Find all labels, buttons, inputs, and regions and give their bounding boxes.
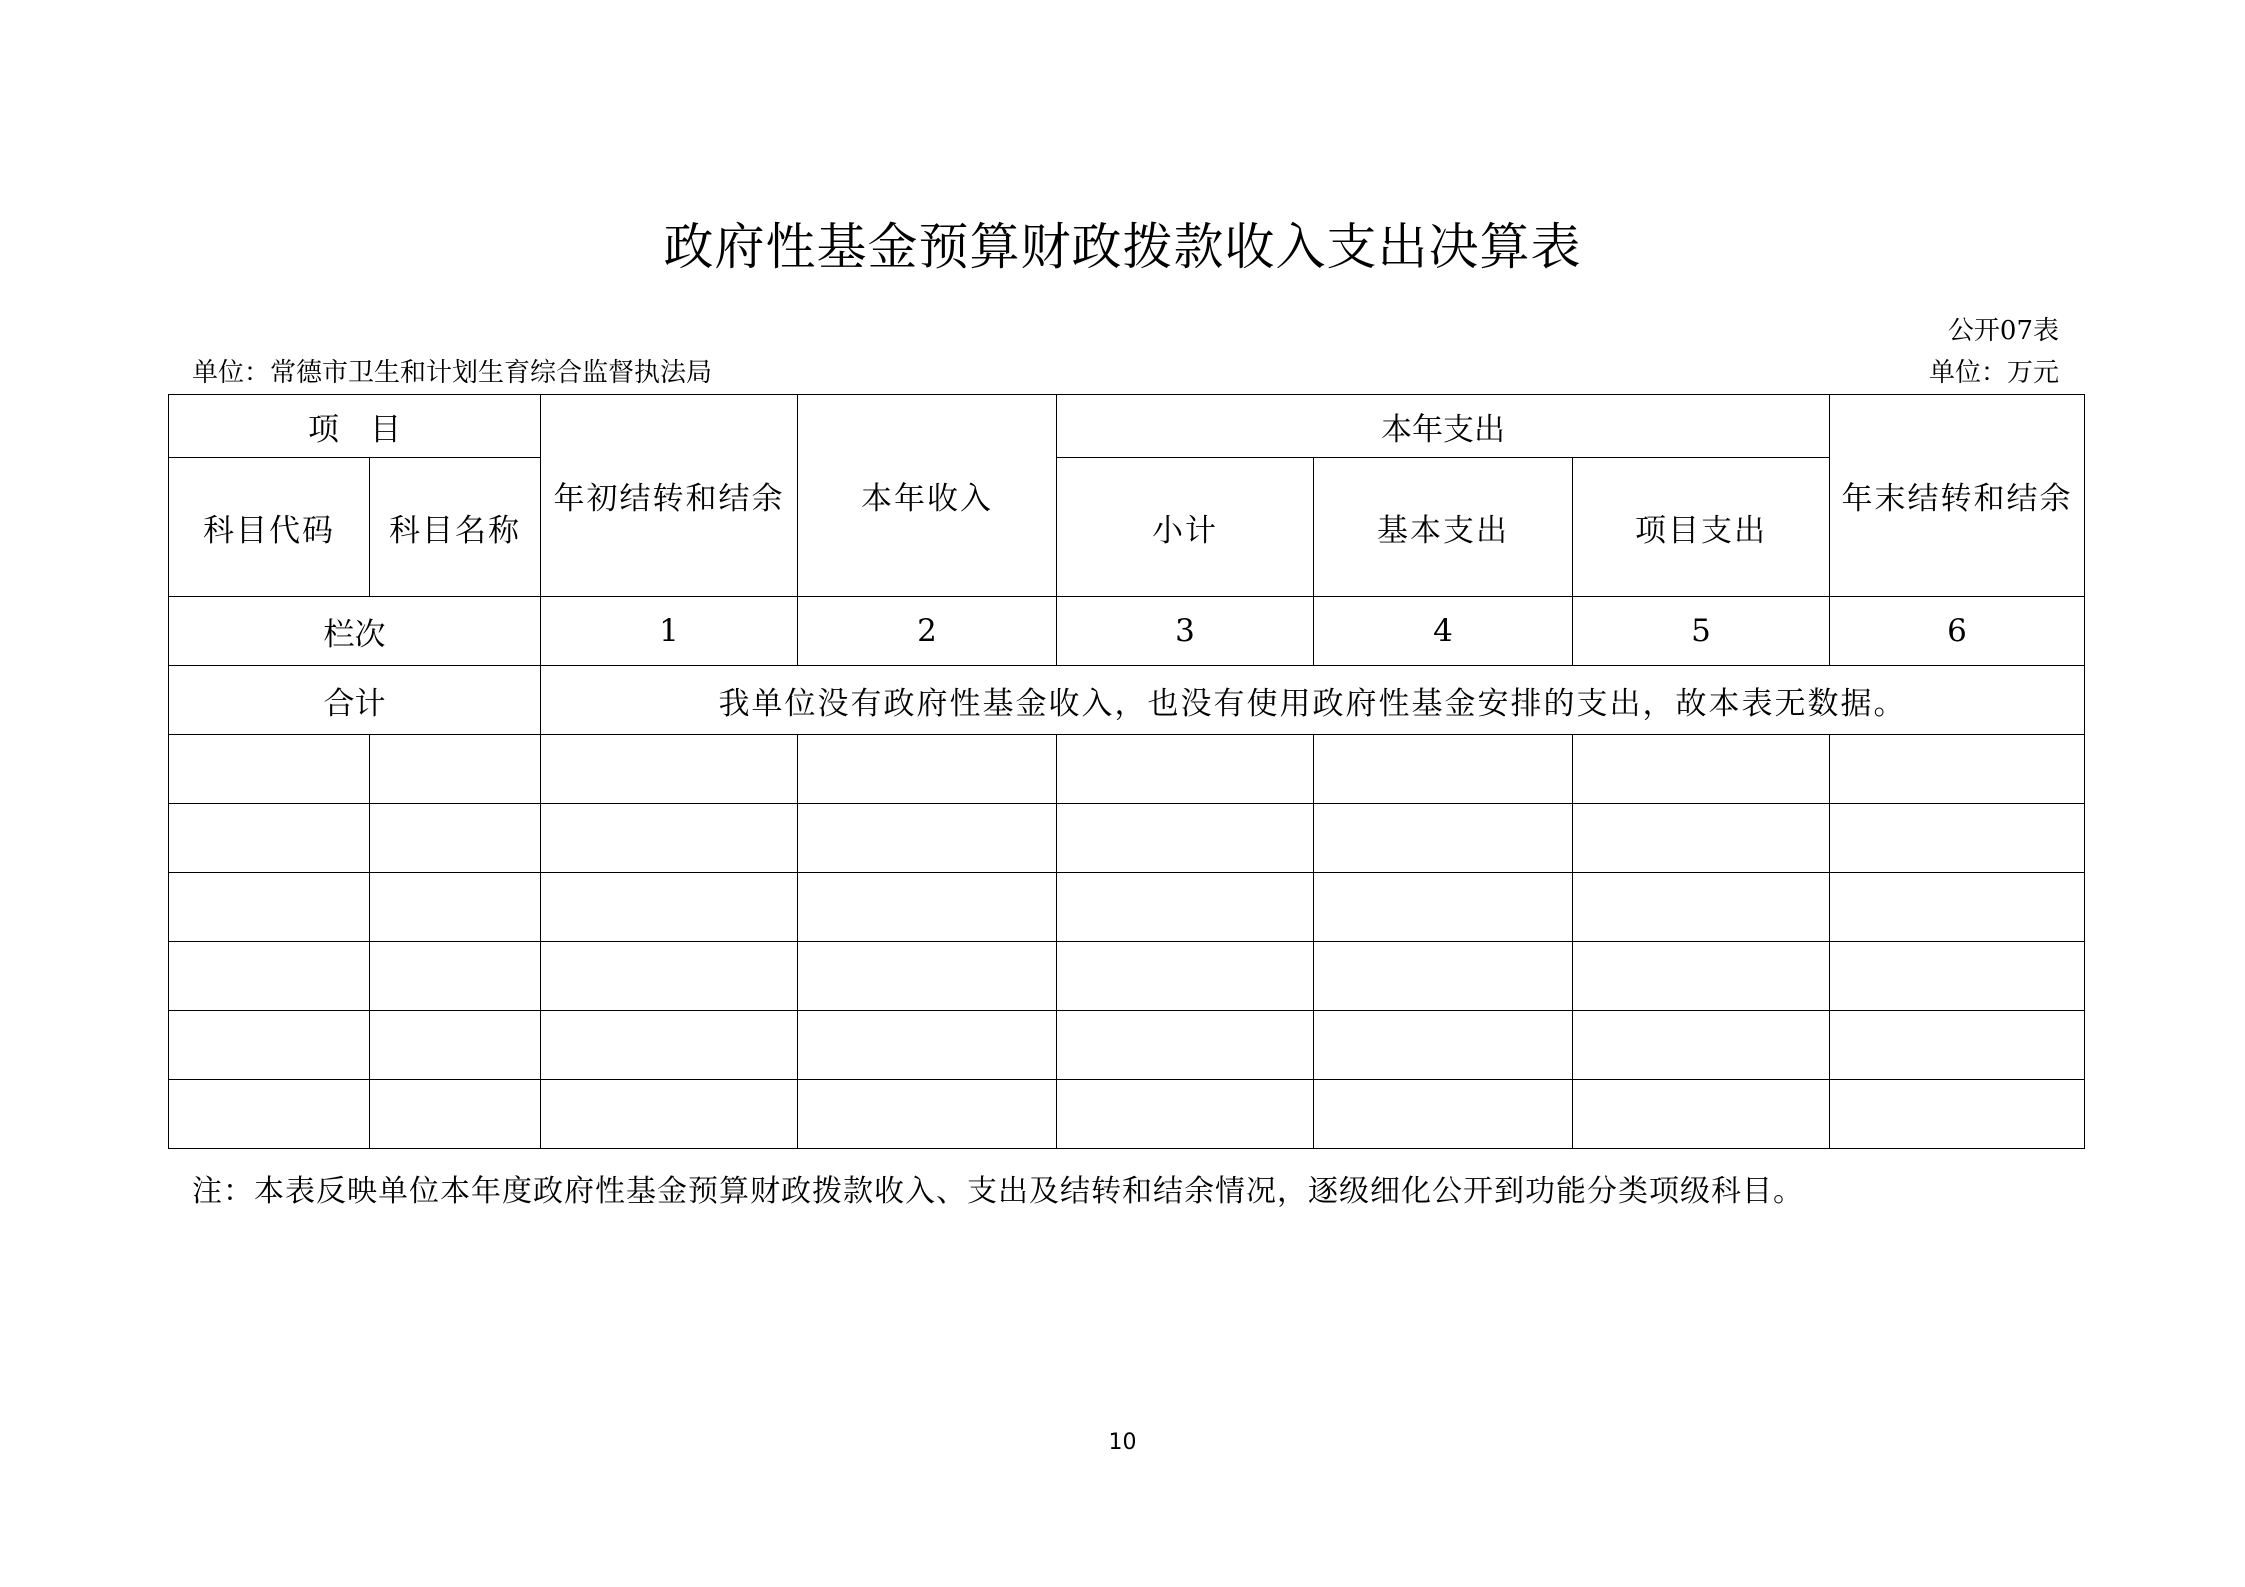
table-cell: [798, 1011, 1057, 1080]
table-cell: [1057, 804, 1314, 873]
table-cell: [1573, 735, 1830, 804]
table-cell: [1573, 873, 1830, 942]
table-cell: [541, 873, 798, 942]
table-cell: [1830, 873, 2085, 942]
table-cell: [370, 735, 541, 804]
column-number: 5: [1573, 597, 1830, 666]
table-cell: [370, 1080, 541, 1149]
table-row: [169, 942, 2085, 1011]
table-cell: [1314, 735, 1573, 804]
no-data-message: 我单位没有政府性基金收入，也没有使用政府性基金安排的支出，故本表无数据。: [541, 666, 2085, 735]
column-number: 4: [1314, 597, 1573, 666]
table-cell: [798, 873, 1057, 942]
table-cell: [1314, 1080, 1573, 1149]
table-cell: [541, 735, 798, 804]
header-code: 科目代码: [169, 458, 370, 597]
table-cell: [798, 735, 1057, 804]
table-cell: [169, 1080, 370, 1149]
header-row-2: [169, 458, 2085, 597]
table-cell: [1057, 1011, 1314, 1080]
table-cell: [1830, 1011, 2085, 1080]
budget-table: [168, 394, 2085, 1149]
table-cell: [1314, 804, 1573, 873]
header-closing-balance: 年末结转和结余: [1830, 395, 2085, 597]
header-row-1: [169, 395, 2085, 458]
column-number: 3: [1057, 597, 1314, 666]
header-opening-balance: 年初结转和结余: [541, 395, 798, 597]
header-subtotal: 小计: [1057, 458, 1314, 597]
table-cell: [798, 804, 1057, 873]
header-basic: 基本支出: [1314, 458, 1573, 597]
page-title: 政府性基金预算财政拨款收入支出决算表: [663, 218, 1582, 276]
unit-currency: 单位：万元: [1928, 358, 2059, 388]
header-item: 项 目: [169, 395, 541, 458]
table-cell: [370, 942, 541, 1011]
table-row: [169, 1080, 2085, 1149]
table-cell: [1830, 942, 2085, 1011]
table-cell: [169, 1011, 370, 1080]
table-row: [169, 873, 2085, 942]
form-code: 公开07表: [1947, 316, 2059, 346]
table-cell: [798, 942, 1057, 1011]
table-cell: [169, 873, 370, 942]
table-cell: [1830, 735, 2085, 804]
table-cell: [1573, 1011, 1830, 1080]
header-income: 本年收入: [798, 395, 1057, 597]
unit-organization: 单位：常德市卫生和计划生育综合监督执法局: [192, 358, 713, 388]
column-number: 2: [798, 597, 1057, 666]
table-cell: [1314, 942, 1573, 1011]
table-cell: [1830, 804, 2085, 873]
footnote: 注：本表反映单位本年度政府性基金预算财政拨款收入、支出及结转和结余情况，逐级细化公开到功能分类项级科目。: [192, 1174, 1804, 1209]
table-cell: [169, 942, 370, 1011]
column-number-label: 栏次: [169, 597, 541, 666]
table-cell: [1573, 804, 1830, 873]
table-cell: [1573, 942, 1830, 1011]
page-number: 10: [1108, 1430, 1137, 1455]
table-cell: [1573, 1080, 1830, 1149]
header-name: 科目名称: [370, 458, 541, 597]
header-expenditure: 本年支出: [1057, 395, 1830, 458]
table-cell: [1057, 1080, 1314, 1149]
column-number: 6: [1830, 597, 2085, 666]
table-cell: [541, 942, 798, 1011]
header-project: 项目支出: [1573, 458, 1830, 597]
column-number: 1: [541, 597, 798, 666]
table-cell: [1314, 873, 1573, 942]
table-cell: [541, 804, 798, 873]
table-cell: [541, 1011, 798, 1080]
table-cell: [370, 804, 541, 873]
table-row: [169, 1011, 2085, 1080]
table-cell: [1314, 1011, 1573, 1080]
table-cell: [798, 1080, 1057, 1149]
table-cell: [169, 735, 370, 804]
table-cell: [1057, 873, 1314, 942]
table-cell: [169, 804, 370, 873]
table-cell: [1057, 942, 1314, 1011]
total-label: 合计: [169, 666, 541, 735]
table-cell: [541, 1080, 798, 1149]
total-row: [169, 666, 2085, 735]
column-number-row: [169, 597, 2085, 666]
table-cell: [370, 1011, 541, 1080]
table-cell: [370, 873, 541, 942]
table-cell: [1057, 735, 1314, 804]
table-row: [169, 735, 2085, 804]
table-row: [169, 804, 2085, 873]
table-cell: [1830, 1080, 2085, 1149]
